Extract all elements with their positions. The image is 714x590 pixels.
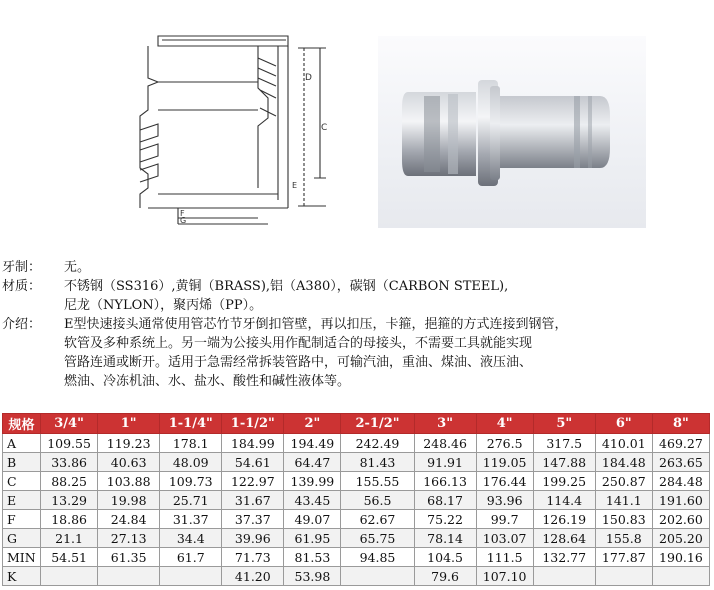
table-cell: 194.49 xyxy=(284,434,341,453)
table-cell xyxy=(533,567,595,586)
product-images xyxy=(0,0,714,232)
table-cell: 99.7 xyxy=(476,510,533,529)
table-cell: 13.29 xyxy=(41,491,98,510)
table-cell: 104.5 xyxy=(414,548,476,567)
material-label: 材质： xyxy=(2,279,42,294)
table-cell: 141.1 xyxy=(595,491,652,510)
table-cell: 177.87 xyxy=(595,548,652,567)
material-row xyxy=(2,277,702,296)
table-cell: 176.44 xyxy=(476,472,533,491)
dimension-label-c: C xyxy=(321,123,328,133)
row-label: G xyxy=(3,529,41,548)
table-cell: 191.60 xyxy=(652,491,709,510)
table-cell: 139.99 xyxy=(284,472,341,491)
table-cell: 103.07 xyxy=(476,529,533,548)
dimension-label-f: F xyxy=(180,209,185,218)
table-cell: 19.98 xyxy=(98,491,160,510)
table-cell: 37.37 xyxy=(222,510,284,529)
spec-table-body xyxy=(3,434,710,586)
table-cell: 119.23 xyxy=(98,434,160,453)
product-photo xyxy=(378,36,646,228)
row-label: B xyxy=(3,453,41,472)
table-cell: 40.63 xyxy=(98,453,160,472)
header-size: 4" xyxy=(476,414,533,434)
header-size: 1-1/4" xyxy=(160,414,222,434)
table-cell: 284.48 xyxy=(652,472,709,491)
table-cell: 88.25 xyxy=(41,472,98,491)
table-cell: 71.73 xyxy=(222,548,284,567)
intro-line-2: 软管及多种系统上。另一端为公接头用作配制适合的母接头，不需要工具就能实现 xyxy=(64,336,533,351)
table-cell: 147.88 xyxy=(533,453,595,472)
material-row-2 xyxy=(2,296,702,315)
table-cell: 21.1 xyxy=(41,529,98,548)
table-cell: 31.37 xyxy=(160,510,222,529)
row-label: A xyxy=(3,434,41,453)
table-cell: 103.88 xyxy=(98,472,160,491)
header-spec: 规格 xyxy=(3,414,41,434)
row-label: E xyxy=(3,491,41,510)
row-label: K xyxy=(3,567,41,586)
spec-header-row xyxy=(3,414,710,434)
table-cell: 78.14 xyxy=(414,529,476,548)
dimension-label-d: D xyxy=(305,73,312,83)
table-cell: 205.20 xyxy=(652,529,709,548)
header-size: 3" xyxy=(414,414,476,434)
table-cell: 65.75 xyxy=(341,529,414,548)
table-cell: 132.77 xyxy=(533,548,595,567)
table-cell: 242.49 xyxy=(341,434,414,453)
table-cell xyxy=(595,567,652,586)
material-line-1: 不锈钢（SS316）,黄铜（BRASS),铝（A380），碳钢（CARBON STEEL), xyxy=(64,279,509,294)
technical-drawing xyxy=(118,18,350,228)
table-cell: 122.97 xyxy=(222,472,284,491)
table-cell: 91.91 xyxy=(414,453,476,472)
table-cell: 54.61 xyxy=(222,453,284,472)
row-label: MIN xyxy=(3,548,41,567)
intro-line-3: 管路连通或断开。适用于急需经常拆装管路中，可输汽油，重油、煤油、液压油、 xyxy=(64,355,533,370)
table-cell: 119.05 xyxy=(476,453,533,472)
table-cell: 317.5 xyxy=(533,434,595,453)
table-cell: 79.6 xyxy=(414,567,476,586)
spec-table xyxy=(2,413,710,586)
table-cell: 64.47 xyxy=(284,453,341,472)
table-cell: 53.98 xyxy=(284,567,341,586)
row-label: C xyxy=(3,472,41,491)
table-cell: 250.87 xyxy=(595,472,652,491)
table-cell: 410.01 xyxy=(595,434,652,453)
intro-line-1: E型快速接头通常使用管芯竹节牙倒扣管壁，再以扣压，卡箍，挹箍的方式连接到钢管， xyxy=(64,317,568,332)
table-row xyxy=(3,434,710,453)
dimension-label-e: E xyxy=(292,181,298,190)
table-cell: 31.67 xyxy=(222,491,284,510)
header-size: 1-1/2" xyxy=(222,414,284,434)
table-cell: 49.07 xyxy=(284,510,341,529)
table-cell: 48.09 xyxy=(160,453,222,472)
table-row xyxy=(3,548,710,567)
camlock-coupling-image xyxy=(378,36,646,228)
table-cell: 199.25 xyxy=(533,472,595,491)
table-row xyxy=(3,529,710,548)
intro-row xyxy=(2,315,702,334)
header-size: 2-1/2" xyxy=(341,414,414,434)
table-cell xyxy=(652,567,709,586)
table-cell: 81.43 xyxy=(341,453,414,472)
thread-label: 牙制： xyxy=(2,260,42,275)
table-cell: 81.53 xyxy=(284,548,341,567)
table-row xyxy=(3,510,710,529)
table-cell: 94.85 xyxy=(341,548,414,567)
table-cell: 155.8 xyxy=(595,529,652,548)
table-cell: 93.96 xyxy=(476,491,533,510)
table-cell: 56.5 xyxy=(341,491,414,510)
table-cell xyxy=(98,567,160,586)
table-cell: 62.67 xyxy=(341,510,414,529)
table-cell: 24.84 xyxy=(98,510,160,529)
table-cell: 128.64 xyxy=(533,529,595,548)
table-row xyxy=(3,472,710,491)
table-cell: 276.5 xyxy=(476,434,533,453)
intro-label: 介绍： xyxy=(2,317,42,332)
product-description xyxy=(2,258,702,391)
thread-row xyxy=(2,258,702,277)
table-cell: 111.5 xyxy=(476,548,533,567)
table-cell: 166.13 xyxy=(414,472,476,491)
table-cell: 18.86 xyxy=(41,510,98,529)
table-cell: 178.1 xyxy=(160,434,222,453)
table-cell: 184.48 xyxy=(595,453,652,472)
table-row xyxy=(3,567,710,586)
thread-value: 无。 xyxy=(64,260,91,275)
header-size: 5" xyxy=(533,414,595,434)
header-size: 6" xyxy=(595,414,652,434)
table-cell: 61.35 xyxy=(98,548,160,567)
table-cell: 155.55 xyxy=(341,472,414,491)
table-cell: 68.17 xyxy=(414,491,476,510)
table-cell: 61.95 xyxy=(284,529,341,548)
table-cell: 41.20 xyxy=(222,567,284,586)
table-row xyxy=(3,491,710,510)
table-cell xyxy=(41,567,98,586)
table-cell: 27.13 xyxy=(98,529,160,548)
material-line-2: 尼龙（NYLON），聚丙烯（PP）。 xyxy=(64,298,263,313)
dimension-label-g: G xyxy=(180,216,187,225)
table-cell: 202.60 xyxy=(652,510,709,529)
table-cell: 54.51 xyxy=(41,548,98,567)
table-cell: 126.19 xyxy=(533,510,595,529)
intro-row-2 xyxy=(2,334,702,353)
table-cell: 33.86 xyxy=(41,453,98,472)
table-cell: 61.7 xyxy=(160,548,222,567)
table-cell xyxy=(160,567,222,586)
table-cell: 34.4 xyxy=(160,529,222,548)
table-cell: 109.55 xyxy=(41,434,98,453)
header-size: 8" xyxy=(652,414,709,434)
table-cell: 263.65 xyxy=(652,453,709,472)
table-cell: 39.96 xyxy=(222,529,284,548)
intro-line-4: 燃油、冷冻机油、水、盐水、酸性和碱性液体等。 xyxy=(64,374,351,389)
table-cell: 190.16 xyxy=(652,548,709,567)
table-cell: 150.83 xyxy=(595,510,652,529)
row-label: F xyxy=(3,510,41,529)
header-size: 3/4" xyxy=(41,414,98,434)
header-size: 1" xyxy=(98,414,160,434)
table-cell xyxy=(341,567,414,586)
table-cell: 248.46 xyxy=(414,434,476,453)
table-cell: 184.99 xyxy=(222,434,284,453)
intro-row-3 xyxy=(2,353,702,372)
table-cell: 75.22 xyxy=(414,510,476,529)
table-cell: 114.4 xyxy=(533,491,595,510)
table-cell: 109.73 xyxy=(160,472,222,491)
table-cell: 25.71 xyxy=(160,491,222,510)
header-size: 2" xyxy=(284,414,341,434)
table-row xyxy=(3,453,710,472)
table-cell: 43.45 xyxy=(284,491,341,510)
intro-row-4 xyxy=(2,372,702,391)
table-cell: 107.10 xyxy=(476,567,533,586)
table-cell: 469.27 xyxy=(652,434,709,453)
